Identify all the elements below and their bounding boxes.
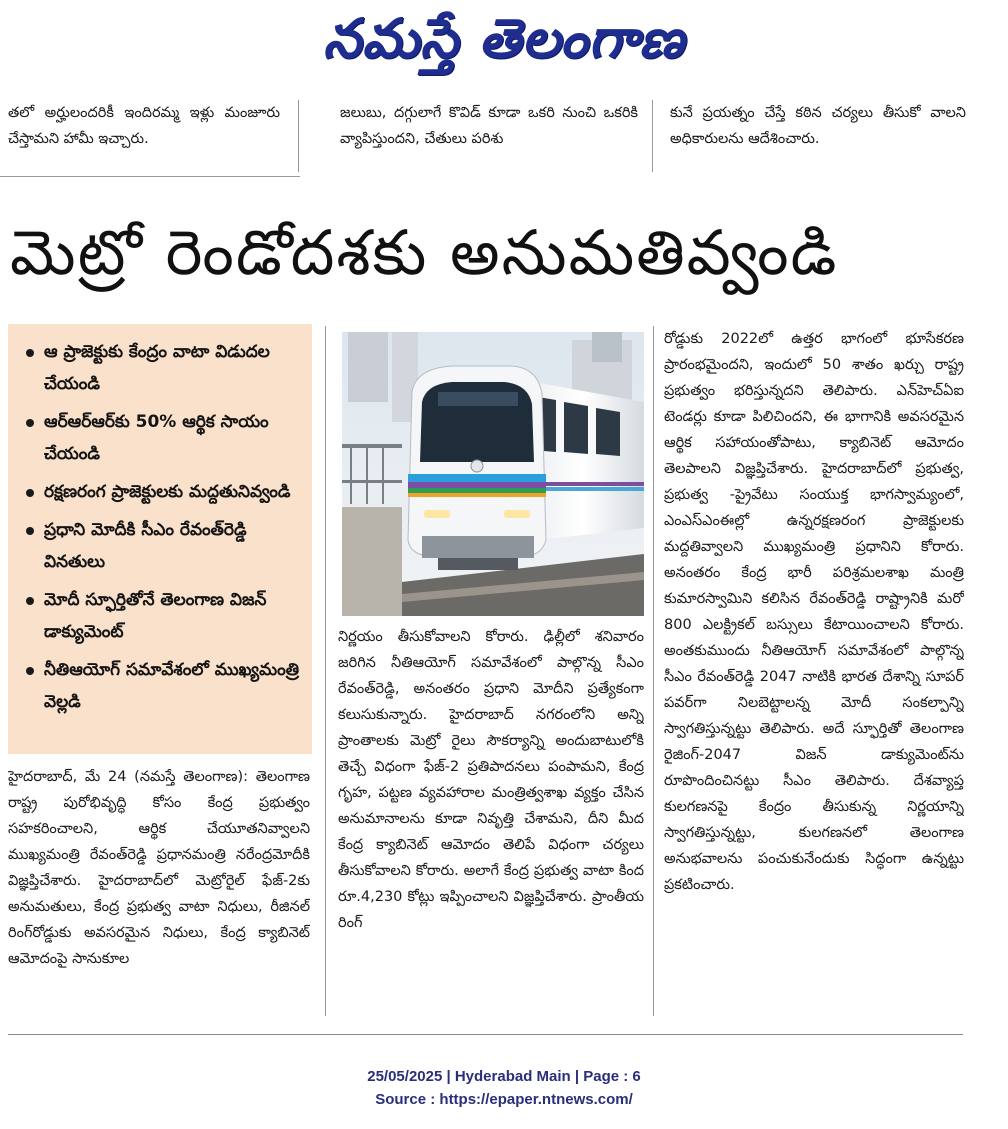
article-body-col1: హైదరాబాద్, మే 24 (నమస్తే తెలంగాణ): తెలంగాణ రాష్ట్ర పురోభివృద్ధి కోసం కేంద్ర ప్రభుత్వం సహకరించాలని, ఆర్థిక చేయూతనివ్వాలని ముఖ్యమంత్రి రేవంత్‌రెడ్డి ప్రధానమంత్రి నరేంద్రమోదీకి విజ్ఞప్తిచేశారు. హైదరాబాద్‌లో మెట్రోరైల్ ఫేజ్-2కు అనుమతులు, కేంద్ర ప్రభుత్వ వాటా నిధులు, రీజినల్ రింగ్‌రోడ్డుకు అవసరమైన నిధులు, కేంద్ర క్యాబినెట్ ఆమోదంపై సానుకూల xyxy=(8,769,310,967)
top-strip-col2: జలుబు, దగ్గులాగే కొవిడ్ కూడా ఒకరి నుంచి ఒకరికి వ్యాపిస్తుందని, చేతులు పరిశు xyxy=(340,105,638,147)
footer-rule xyxy=(8,1034,963,1035)
highlight-item: ఆ ప్రాజెక్టుకు కేంద్రం వాటా విడుదల చేయండి xyxy=(22,336,302,400)
footer-edition-info: 25/05/2025 | Hyderabad Main | Page : 6 xyxy=(367,1068,641,1085)
highlight-item: రక్షణరంగ ప్రాజెక్టులకు మద్దతునివ్వండి xyxy=(22,476,302,508)
article-body-col2: నిర్ణయం తీసుకోవాలని కోరారు. ఢిల్లీలో శనివారం జరిగిన నీతిఆయోగ్ సమావేశంలో పాల్గొన్న సీఎం రేవంత్‌రెడ్డి, అనంతరం ప్రధాని మోదీని ప్రత్యేకంగా కలుసుకున్నారు. హైదరాబాద్ నగరంలోని అన్ని ప్రాంతాలకు మెట్రో రైలు సౌకర్యాన్ని అందుబాటులోకి తెచ్చే విధంగా ఫేజ్-2 ప్రతిపాదనలు పంపామని, కేంద్ర గృహ, పట్టణ వ్యవహారాల మంత్రిత్వశాఖ వ్యక్తం చేసిన అనుమానాలను కూడా నివృత్తి చేశామని, దీని మీద కేంద్ర క్యాబినెట్ ఆమోదం తెలిపే విధంగా చర్యలు తీసుకోవాలని కోరారు. అలాగే కేంద్ర ప్రభుత్వ వాటా కింద రూ.4,230 కోట్లు ఇప్పించాలని విజ్ఞప్తిచేశారు. ప్రాంతీయ రింగ్ xyxy=(338,629,644,931)
bullet-icon xyxy=(26,489,34,497)
footer-source-link[interactable]: Source : https://epaper.ntnews.com/ xyxy=(375,1091,633,1108)
bullet-icon xyxy=(26,667,34,675)
bullet-icon xyxy=(26,597,34,605)
highlight-item: నీతిఆయోగ్ సమావేశంలో ముఖ్యమంత్రి వెల్లడి xyxy=(22,654,302,718)
bullet-icon xyxy=(26,527,34,535)
highlight-item: ఆర్ఆర్ఆర్‌కు 50% ఆర్థిక సాయం చేయండి xyxy=(22,406,302,470)
column-divider xyxy=(652,100,653,172)
top-strip-col1: తలో అర్హులందరికీ ఇందిరమ్మ ఇళ్లు మంజూరు చేస్తామని హామీ ఇచ్చారు. xyxy=(8,105,280,147)
column-divider xyxy=(653,326,654,1016)
column-divider xyxy=(298,100,299,172)
bullet-icon xyxy=(26,349,34,357)
newspaper-masthead: నమస్తే తెలంగాణ xyxy=(323,7,685,70)
metro-train-photo xyxy=(342,332,644,616)
highlights-box xyxy=(8,324,312,754)
top-strip-col3: కునే ప్రయత్నం చేస్తే కఠిన చర్యలు తీసుకో వాలని అధికారులను ఆదేశించారు. xyxy=(670,105,966,147)
article-headline: మెట్రో రెండోదశకు అనుమతివ్వండి xyxy=(10,216,839,289)
article-body-col3: రోడ్డుకు 2022లో ఉత్తర భాగంలో భూసేకరణ ప్రారంభమైందని, ఇందులో 50 శాతం ఖర్చు రాష్ట్ర ప్రభుత్వం భరిస్తున్నదని తెలిపారు. ఎన్‌హెచ్ఏఐ టెండర్లు కూడా పిలిచిందని, ఈ భాగానికి అవసరమైన ఆర్థిక సహాయంతోపాటు, క్యాబినెట్ ఆమోదం తెలపాలని విజ్ఞప్తిచేశారు. హైదరాబాద్‌లో ప్రభుత్వ, ప్రభుత్వ -ప్రైవేటు సంయుక్త భాగస్వామ్యంలో, ఎంఎస్ఎంఈల్లో ఉన్నరక్షణరంగ ప్రాజెక్టులకు మద్దతివ్వాలని ముఖ్యమంత్రి ప్రధానిని కోరారు. అనంతరం కేంద్ర భారీ పరిశ్రమలశాఖ మంత్రి కుమారస్వామిని కలిసిన రేవంత్‌రెడ్డి రాష్ట్రానికి మరో 800 ఎలక్ట్రికల్ బస్సులు కేటాయించాలని కోరారు. అంతకుముందు నీతిఆయోగ్ సమావేశంలో పాల్గొన్న సీఎం రేవంత్‌రెడ్డి 2047 నాటికి భారత దేశాన్ని సూపర్ పవర్‌గా నిలబెట్టాలన్న మోదీ సంకల్పాన్ని స్వాగతిస్తున్నట్టు తెలిపారు. అదే స్ఫూర్తితో తెలంగాణ రైజింగ్-2047 విజన్ డాక్యుమెంట్‌ను రూపొందించినట్టు సీఎం తెలిపారు. దేశవ్యాప్త కులగణనపై కేంద్రం తీసుకున్న నిర్ణయాన్ని స్వాగతిస్తున్నట్టు, కులగణనలో తెలంగాణ అనుభవాలను పంచుకునేందుకు సిద్ధంగా ఉన్నట్టు ప్రకటించారు. xyxy=(664,331,964,893)
highlight-item: మోదీ స్ఫూర్తితోనే తెలంగాణ విజన్ డాక్యుమెంట్ xyxy=(22,584,302,648)
strip-bottom-rule xyxy=(0,176,300,177)
highlight-item: ప్రధాని మోదీకి సీఎం రేవంత్‌రెడ్డి వినతులు xyxy=(22,514,302,578)
bullet-icon xyxy=(26,419,34,427)
column-divider xyxy=(325,326,326,1016)
